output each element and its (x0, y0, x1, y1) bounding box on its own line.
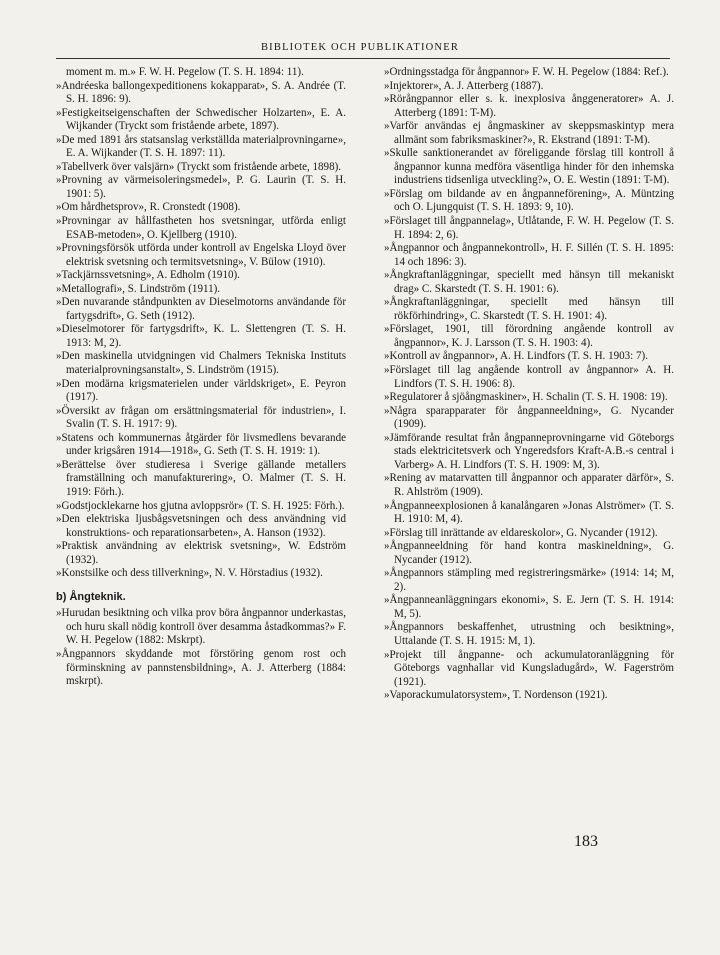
bibliography-entry: »Berättelse över studieresa i Sverige gällande metallers framställning och manufakturering», O. Malmer (T. S. H. 1919: Förh.). (56, 458, 346, 498)
bibliography-entry: »Tackjärnssvetsning», A. Edholm (1910). (56, 269, 240, 282)
bibliography-entry: »Ordningsstadga för ångpannor» F. W. H. Pegelow (1884: Ref.). (384, 66, 669, 78)
bibliography-entry: »Statens och kommunernas åtgärder för livsmedlens bevarande under krigsåren 1914—1918», G. Seth (T. S. H. 1919: 1). (56, 431, 346, 458)
bibliography-entry: »Provningar av hållfastheten hos svetsningar, utförda enligt ESAB-metoden», O. Kjellberg (1910). (56, 215, 346, 241)
bibliography-entry: »Tabellverk över valsjärn» (Tryckt som fristående arbete, 1898). (56, 160, 342, 173)
bibliography-entry: »Konstsilke och dess tillverkning», N. V. Hörstadius (1932). (56, 567, 323, 580)
bibliography-entry: »Den nuvarande ståndpunkten av Dieselmotorns användande för fartygsdrift», G. Seth (1912). (56, 296, 346, 322)
bibliography-entry: »Förslag till inrättande av eldareskolor», G. Nycander (1912). (384, 526, 658, 539)
bibliography-entry: »Den elektriska ljusbågsvetsningen och dess användning vid konstruktions- och reparationsarbeten», A. Hanson (1932). (56, 513, 346, 539)
bibliography-entry: »Praktisk användning av elektrisk svetsning», W. Edström (1932). (56, 540, 346, 566)
bibliography-entry: »Ångpanneanläggningars ekonomi», S. E. Jern (T. S. H. 1914: M, 5). (384, 594, 674, 620)
bibliography-entry: »Rörångpannor eller s. k. inexplosiva ånggeneratorer» A. J. Atterberg (1891: T-M). (384, 93, 674, 119)
bibliography-entry: »Godstjocklekarne hos gjutna avloppsrör» (T. S. H. 1925: Förh.). (56, 499, 345, 512)
right-column (384, 66, 674, 703)
bibliography-entry: »Den modärna krigsmaterielen under världskriget», E. Peyron (1917). (56, 377, 346, 404)
bibliography-entry: »Varför användas ej ångmaskiner av skeppsmaskintyp mera allmänt som fabriksmaskiner?», R. Ekstrand (1891: T-M). (384, 120, 674, 146)
bibliography-entry: »Kontroll av ångpannor», A. H. Lindfors (T. S. H. 1903: 7). (384, 350, 648, 363)
bibliography-entry: »Regulatorer å sjöångmaskiner», H. Schalin (T. S. H. 1908: 19). (384, 391, 668, 404)
bibliography-entry: »Ångpanneexplosionen å kanalångaren »Jonas Alströmer» (T. S. H. 1910: M, 4). (384, 499, 674, 526)
bibliography-entry: »Förslag om bildande av en ångpanneförening», A. Müntzing och O. Ljungquist (T. S. H. 1893: 9, 10). (384, 187, 674, 214)
running-head: BIBLIOTEK OCH PUBLIKATIONER (260, 42, 460, 53)
bibliography-entry: »Ångpannors skyddande mot förstöring genom rost och förminskning av pannstensbildning», A. J. Atterberg (1884: mskrpt). (56, 647, 346, 688)
bibliography-entry: »Ångpannor och ångpannekontroll», H. F. Sillén (T. S. H. 1895: 14 och 1896: 3). (384, 242, 674, 268)
bibliography-entry: »Översikt av frågan om ersättningsmaterial för industrien», I. Svalin (T. S. H. 1917: 9). (56, 404, 346, 431)
left-column (56, 66, 346, 689)
bibliography-entry: »Injektorer», A. J. Atterberg (1887). (384, 79, 544, 92)
bibliography-entry: »Hurudan besiktning och vilka prov böra ångpannor underkastas, och huru skall nödig kontroll över desamma åstadkommas?» F. W. H. Pegelow (1882: Mskrpt). (56, 607, 346, 647)
bibliography-entry: »Dieselmotorer för fartygsdrift», K. L. Slettengren (T. S. H. 1913: M, 2). (56, 323, 346, 349)
bibliography-entry: »Förslaget till ångpannelag», Utlåtande, F. W. H. Pegelow (T. S. H. 1894: 2, 6). (384, 215, 674, 241)
bibliography-entry: »Om hårdhetsprov», R. Cronstedt (1908). (56, 201, 241, 214)
bibliography-entry: »Ångpanneeldning för hand kontra maskineldning», G. Nycander (1912). (384, 540, 674, 566)
bibliography-entry: »Andréeska ballongexpeditionens kokapparat», S. A. Andrée (T. S. H. 1896: 9). (56, 79, 346, 106)
bibliography-entry: »Provning av värmeisoleringsmedel», P. G. Laurin (T. S. H. 1901: 5). (56, 174, 346, 200)
bibliography-entry: »Vaporackumulatorsystem», T. Nordenson (1921). (384, 689, 608, 702)
bibliography-entry: »Festigkeitseigenschaften der Schwedischer Holzarten», E. A. Wijkander (Tryckt som fristående arbete, 1897). (56, 106, 346, 133)
bibliography-entry: »Ångpannors stämpling med registreringsmärke» (1914: 14; M, 2). (384, 567, 674, 593)
bibliography-entry: »Rening av matarvatten till ångpannor och apparater därför», S. R. Ahlström (1909). (384, 472, 674, 498)
bibliography-entry: »Ångkraftanläggningar, speciellt med hänsyn till rökförhindring», C. Skarstedt (T. S. H. 1901: 4). (384, 296, 674, 322)
bibliography-entry: moment m. m.» F. W. H. Pegelow (T. S. H. 1894: 11). (66, 66, 304, 78)
bibliography-entry: »Projekt till ångpanne- och ackumulatoranläggning för Göteborgs vagnhallar vid Kungsladugård», W. Fagerström (1921). (384, 648, 674, 688)
bibliography-entry: »Förslaget, 1901, till förordning angående kontroll av ångpannor», K. J. Larsson (T. S. H. 1903: 4). (384, 323, 674, 349)
bibliography-entry: »Den maskinella utvidgningen vid Chalmers Tekniska Instituts materialprovningsanstalt», S. Lindström (1915). (56, 350, 346, 377)
bibliography-entry: »Ångkraftanläggningar, speciellt med hänsyn till mekaniskt drag» C. Skarstedt (T. S. H. 1901: 6). (384, 269, 674, 295)
section-heading: b) Ångteknik. (56, 590, 126, 603)
bibliography-entry: »Några sparapparater för ångpanneeldning», G. Nycander (1909). (384, 404, 674, 431)
bibliography-entry: »Metallografi», S. Lindström (1911). (56, 282, 221, 295)
header-rule (56, 58, 670, 59)
bibliography-entry: »Jämförande resultat från ångpanneprovningarne vid Göteborgs stads elektricitetsverk och Yngeredsfors Kraft-A.B.-s central i Varberg» A. H. Lindfors (T. S. H. 1909: M, 3). (384, 431, 674, 471)
bibliography-entry: »De med 1891 års statsanslag verkställda materialprovningarne», E. A. Wijkander (T. S. H. 1897: 11). (56, 133, 346, 160)
bibliography-entry: »Provningsförsök utförda under kontroll av Engelska Lloyd över elektrisk svetsning och termitsvetsning», V. Bülow (1910). (56, 242, 346, 268)
page-number: 183 (574, 833, 598, 850)
bibliography-entry: »Förslaget till lag angående kontroll av ångpannor» A. H. Lindfors (T. S. H. 1906: 8). (384, 364, 674, 390)
bibliography-entry: »Ångpannors beskaffenhet, utrustning och besiktning», Uttalande (T. S. H. 1915: M, 1). (384, 621, 674, 647)
bibliography-entry: »Skulle sanktionerandet av föreliggande förslag till kontroll å ångpannor kunna medföra väsentliga hinder för den inhemska industriens tidsenliga utveckling?», O. E. Westin (1891: T-M). (384, 147, 674, 187)
